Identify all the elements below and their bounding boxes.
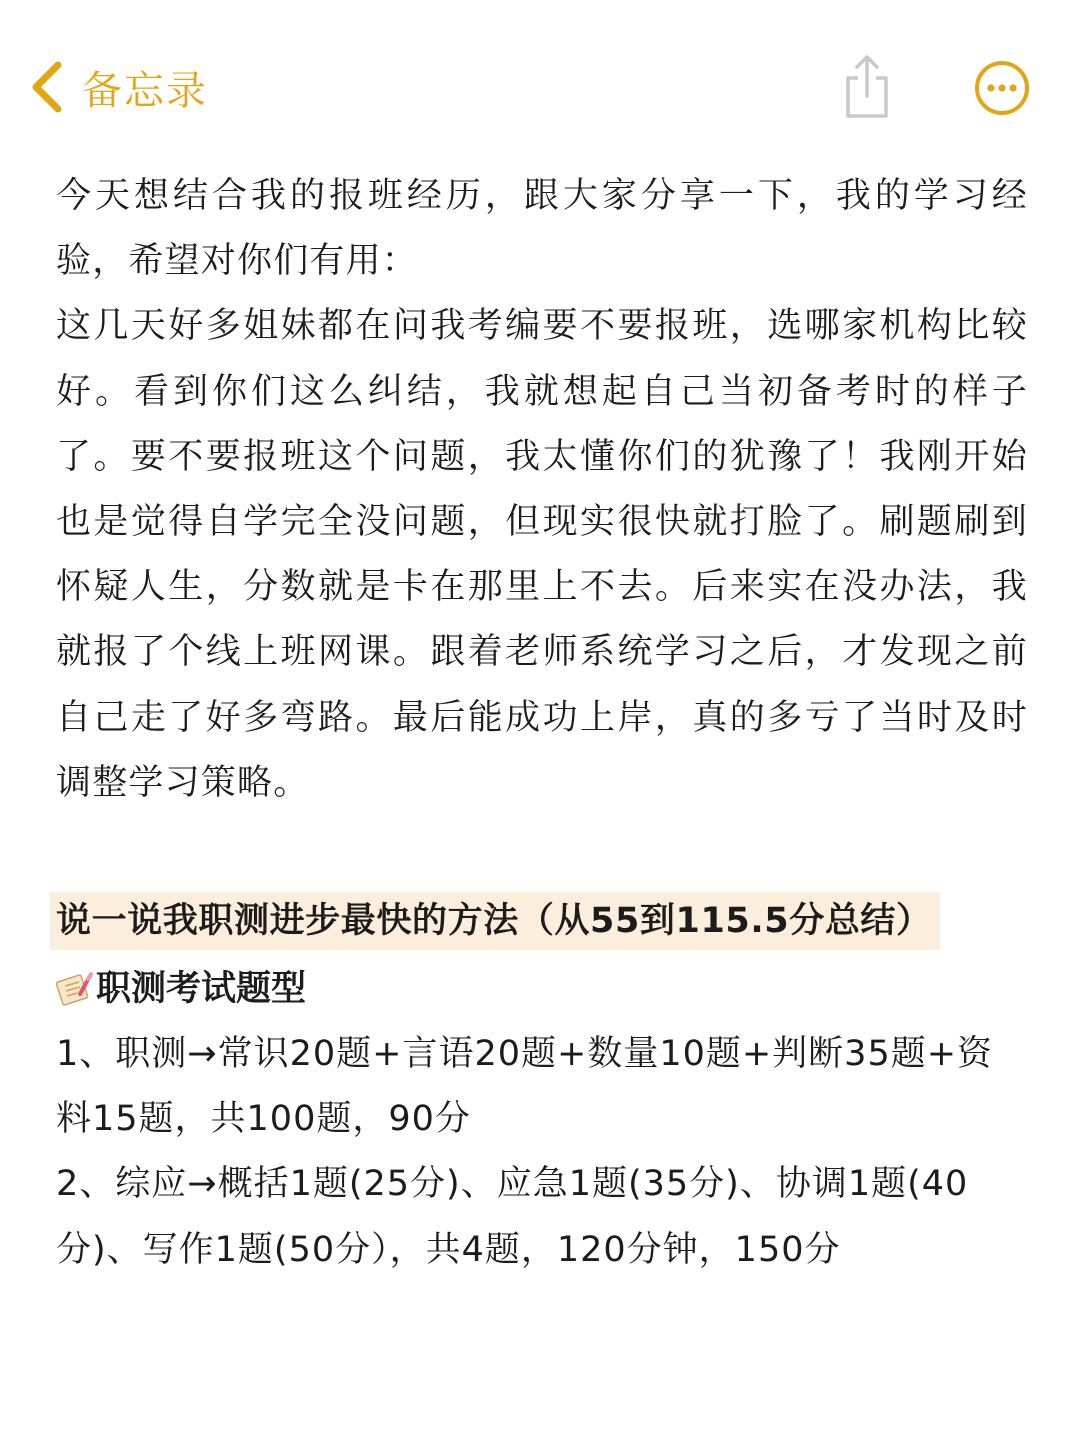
list-item: 2、综应→概括1题(25分)、应急1题(35分)、协调1题(40分)、写作1题(50分），共4题，120分钟，150分 bbox=[56, 1164, 969, 1270]
intro-paragraph: 今天想结合我的报班经历，跟大家分享一下，我的学习经验，希望对你们有用： bbox=[56, 176, 1028, 282]
back-button[interactable] bbox=[28, 54, 208, 120]
share-button[interactable] bbox=[838, 52, 896, 122]
more-icon bbox=[972, 58, 1032, 118]
nav-bar bbox=[0, 0, 1080, 160]
chevron-left-icon bbox=[28, 59, 68, 115]
more-button[interactable] bbox=[972, 58, 1032, 118]
note-body[interactable] bbox=[56, 164, 1028, 1283]
section-title: 职测考试题型 bbox=[96, 969, 307, 1010]
share-icon bbox=[838, 52, 896, 122]
back-label: 备忘录 bbox=[82, 67, 208, 114]
memo-icon bbox=[56, 970, 94, 1008]
story-paragraph: 这几天好多姐妹都在问我考编要不要报班，选哪家机构比较好。看到你们这么纠结，我就想起自己当初备考时的样子了。要不要报班这个问题，我太懂你们的犹豫了！我刚开始也是觉得自学完全没问题，但现实很快就打脸了。刷题刷到怀疑人生，分数就是卡在那里上不去。后来实在没办法，我就报了个线上班网课。跟着老师系统学习之后，才发现之前自己走了好多弯路。最后能成功上岸，真的多亏了当时及时调整学习策略。 bbox=[56, 306, 1028, 803]
list-item: 1、职测→常识20题+言语20题+数量10题+判断35题+资料15题，共100题，90分 bbox=[56, 1034, 994, 1140]
blank-line bbox=[56, 816, 1028, 888]
section-heading bbox=[56, 956, 1028, 1022]
highlighted-title: 说一说我职测进步最快的方法（从55到115.5分总结） bbox=[50, 892, 940, 950]
